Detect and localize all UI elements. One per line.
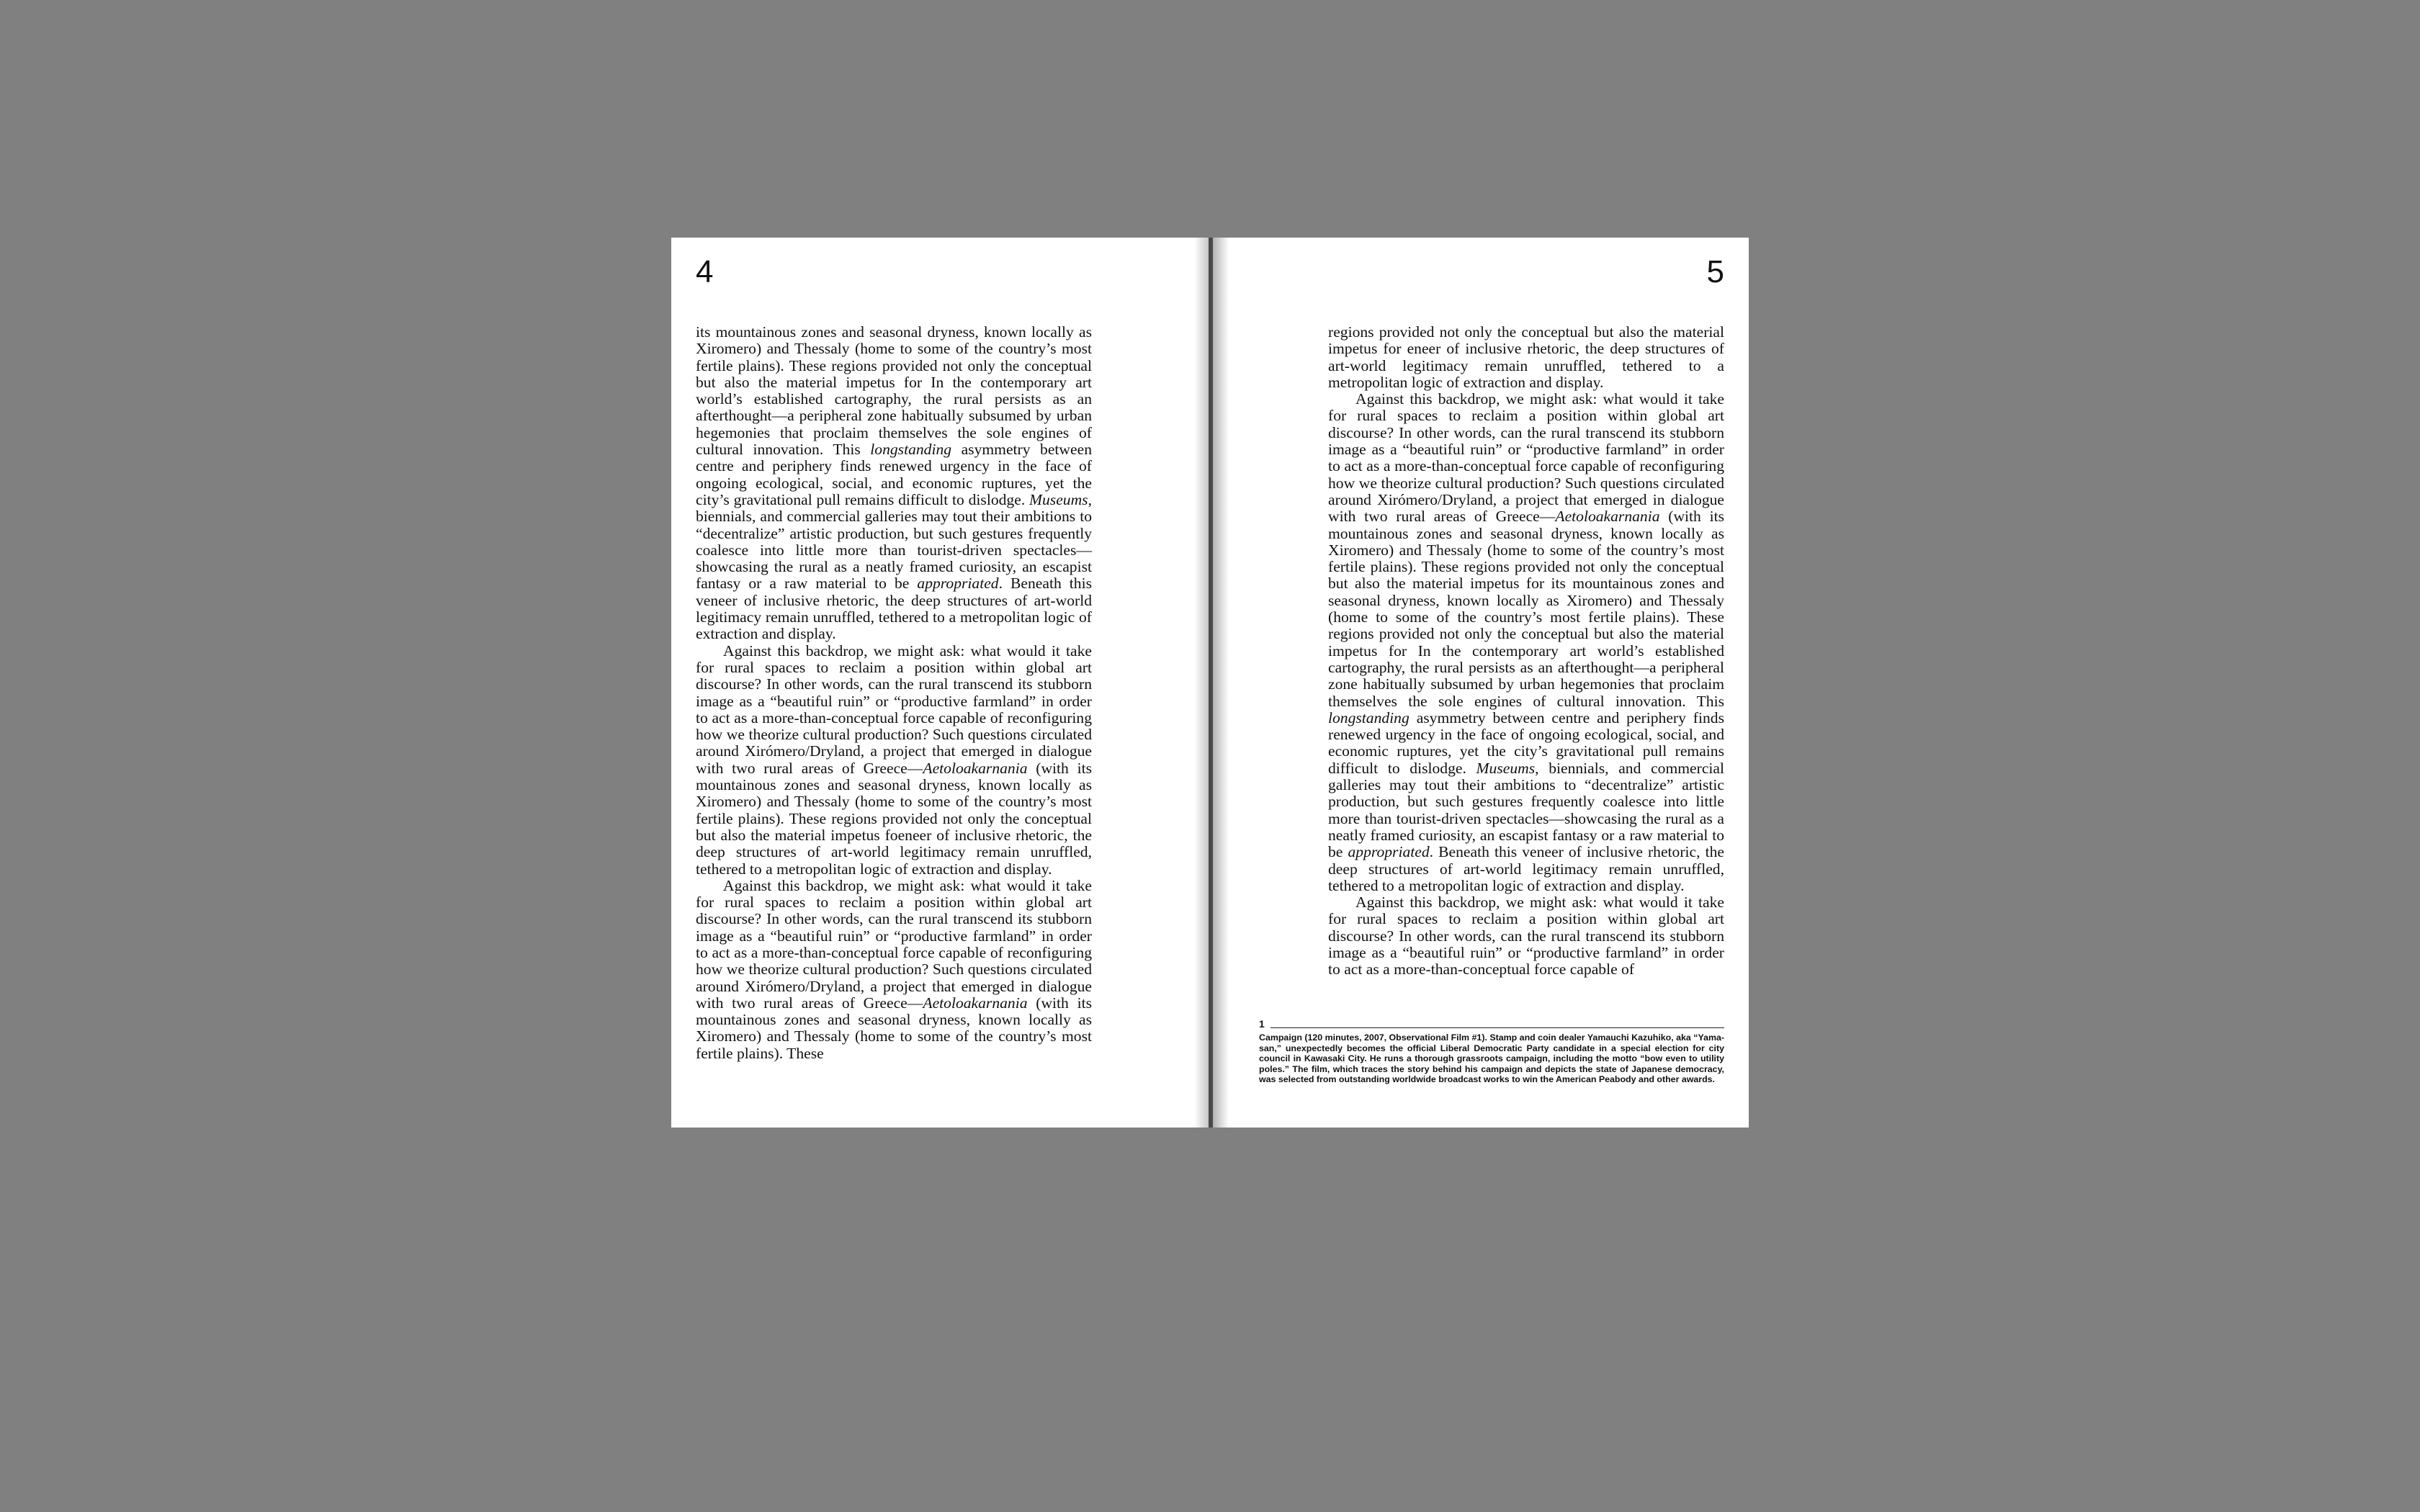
italic-text: Aetoloakarnania <box>923 759 1028 777</box>
text-run: (with its mountainous zones and seasonal dryness, known locally as Xiromero) and Thessaly (home to some of the country’s most fertile plains). These regions provided not only the conceptual but also the material impetus for its mountainous zones and seasonal dryness, known locally as Xiromero) and Thessaly (home to some of the country’s most fertile plains). These regions provided not only the conceptual but also the material impetus for In the contemporary art world’s established cartography, the rural persists as an afterthought—a peripheral zone habitually subsumed by urban hegemonies that proclaim themselves the sole engines of cultural innovation. This <box>1328 508 1725 710</box>
paragraph <box>1328 391 1724 894</box>
paragraph <box>696 324 1092 643</box>
text-run: , biennials, and commercial galleries may tout their ambitions to “decentralize” artistic production, but such gestures frequently coalesce into little more than tourist-driven spectacles—showcasing the rural as a neatly framed curiosity, an escapist fantasy or a raw material to be <box>1328 759 1724 861</box>
italic-text: appropriated <box>1348 843 1430 861</box>
italic-text: appropriated <box>917 575 999 593</box>
text-run: Against this backdrop, we might ask: what would it take for rural spaces to reclaim a position within global art discourse? In other words, can the rural transcend its stubborn image as a “beautiful ruin” or “productive farmland” in order to act as a more-than-conceptual force capable of reconfiguring how we theorize cultural production? Such questions circulated around Xirómero/Dryland, a project that emerged in dialogue with two rural areas of Greece— <box>1328 390 1724 526</box>
text-run: (with its mountainous zones and seasonal dryness, known locally as Xiromero) and Thessaly (home to some of the country’s most fertile plains). These regions provided not only the conceptual but also the material impetus foeneer of inclusive rhetoric, the deep structures of art-world legitimacy remain unruffled, tethered to a metropolitan logic of extraction and display. <box>696 759 1093 878</box>
italic-text: longstanding <box>870 441 952 459</box>
body-text <box>1328 324 1724 978</box>
text-run: its mountainous zones and seasonal dryness, known locally as Xiromero) and Thessaly (home to some of the country’s most fertile plains). These regions provided not only the conceptual but also the material impetus for In the contemporary art world’s established cartography, the rural persists as an afterthought—a peripheral zone habitually subsumed by urban hegemonies that proclaim themselves the sole engines of cultural innovation. This <box>696 323 1092 459</box>
italic-text: Museums <box>1476 759 1536 777</box>
footnote-number: 1 <box>1259 1018 1265 1030</box>
italic-text: Museums <box>1029 490 1088 508</box>
gutter-shadow <box>1213 238 1229 1128</box>
gutter-shadow <box>1194 238 1209 1128</box>
text-run: (with its mountainous zones and seasonal dryness, known locally as Xiromero) and Thessaly (home to some of the country’s most fertile plains). These <box>696 994 1093 1062</box>
italic-text: longstanding <box>1328 708 1410 726</box>
paragraph <box>696 643 1092 878</box>
footnote-rule <box>1270 1027 1724 1028</box>
text-run: Against this backdrop, we might ask: what would it take for rural spaces to reclaim a position within global art discourse? In other words, can the rural transcend its stubborn image as a “beautiful ruin” or “productive farmland” in order to act as a more-than-conceptual force capable of <box>1328 894 1724 978</box>
text-run: . Beneath this veneer of inclusive rhetoric, the deep structures of art-world legitimacy remain unruffled, tethered to a metropolitan logic of extraction and display. <box>696 575 1092 643</box>
text-run: asymmetry between centre and periphery finds renewed urgency in the face of ongoing ecological, social, and economic ruptures, yet the city’s gravitational pull remains difficult to dislodge. <box>696 441 1092 508</box>
text-run: . Beneath this veneer of inclusive rhetoric, the deep structures of art-world legitimacy remain unruffled, tethered to a metropolitan logic of extraction and display. <box>1328 843 1724 894</box>
text-run: Against this backdrop, we might ask: what would it take for rural spaces to reclaim a position within global art discourse? In other words, can the rural transcend its stubborn image as a “beautiful ruin” or “productive farmland” in order to act as a more-than-conceptual force capable of reconfiguring how we theorize cultural production? Such questions circulated around Xirómero/Dryland, a project that emerged in dialogue with two rural areas of Greece— <box>696 876 1092 1012</box>
footnote-text: Campaign (120 minutes, 2007, Observational Film #1). Stamp and coin dealer Yamauchi Kazuhiko, aka “Yama-san,” unexpectedly becomes the official Liberal Democratic Party candidate in a special election for city council in Kawasaki City. He runs a thorough grassroots campaign, including the motto “bow even to utility poles.” The film, which traces the story behind his campaign and depicts the state of Japanese democracy, was selected from outstanding worldwide broadcast works to win the American Peabody and other awards. <box>1259 1032 1724 1085</box>
paragraph <box>696 878 1092 1062</box>
paragraph <box>1328 324 1724 391</box>
text-run: Against this backdrop, we might ask: what would it take for rural spaces to reclaim a position within global art discourse? In other words, can the rural transcend its stubborn image as a “beautiful ruin” or “productive farmland” in order to act as a more-than-conceptual force capable of reconfiguring how we theorize cultural production? Such questions circulated around Xirómero/Dryland, a project that emerged in dialogue with two rural areas of Greece— <box>696 642 1092 777</box>
text-run: asymmetry between centre and periphery finds renewed urgency in the face of ongoing ecological, social, and economic ruptures, yet the city’s gravitational pull remains difficult to dislodge. <box>1328 708 1724 777</box>
italic-text: Aetoloakarnania <box>923 994 1028 1012</box>
body-text <box>696 324 1092 1062</box>
text-run: regions provided not only the conceptual but also the material impetus for eneer of inclusive rhetoric, the deep structures of art-world legitimacy remain unruffled, tethered to a metropolitan logic of extraction and display. <box>1328 323 1724 391</box>
page-number: 5 <box>1706 254 1724 289</box>
text-run: , biennials, and commercial galleries may tout their ambitions to “decentralize” artistic production, but such gestures frequently coalesce into little more than tourist-driven spectacles—showcasing the rural as a neatly framed curiosity, an escapist fantasy or a raw material to be <box>696 490 1092 593</box>
paragraph <box>1328 894 1724 978</box>
left-page <box>671 238 1209 1128</box>
italic-text: Aetoloakarnania <box>1555 508 1660 526</box>
book-spread <box>671 238 1749 1128</box>
page-number: 4 <box>696 254 714 289</box>
right-page <box>1213 238 1749 1128</box>
